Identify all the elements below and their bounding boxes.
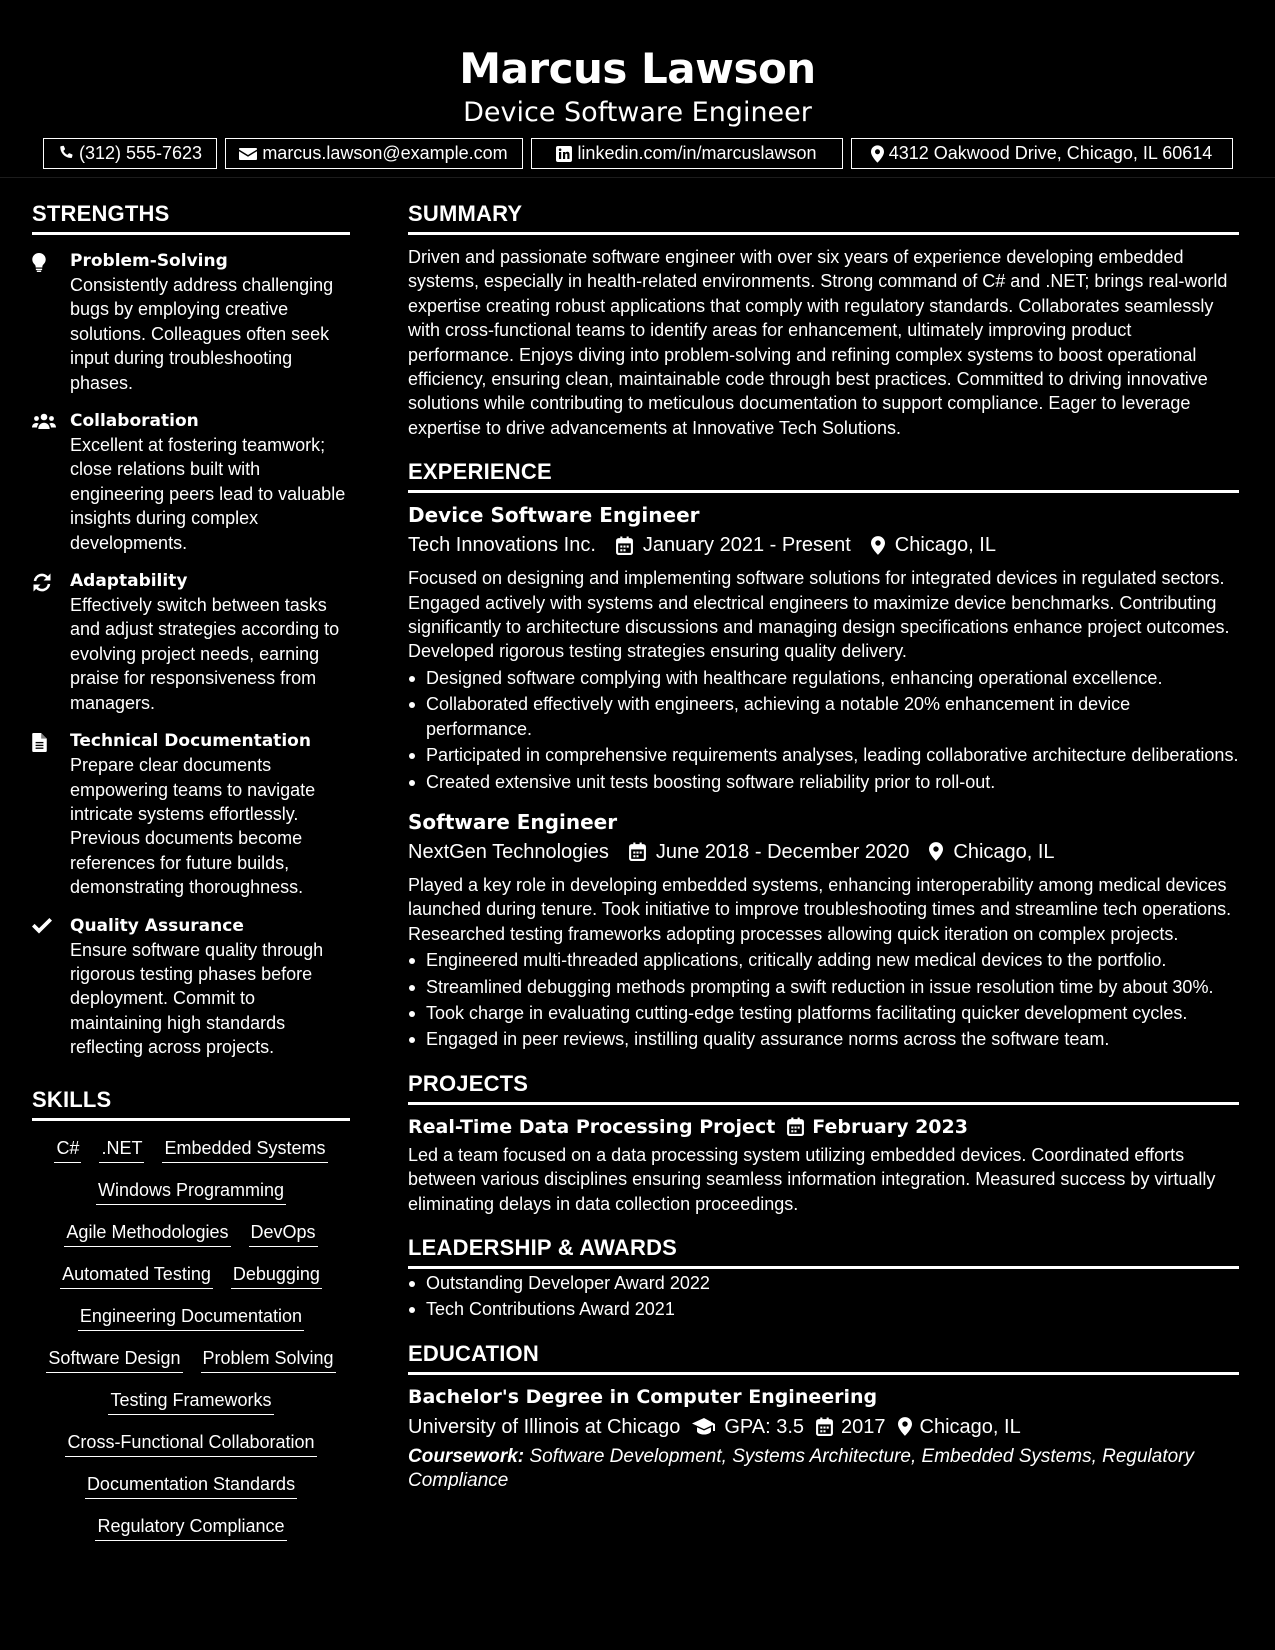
phone-icon bbox=[57, 145, 74, 162]
skill-tag: Testing Frameworks bbox=[108, 1388, 273, 1415]
map-marker-icon bbox=[871, 145, 884, 163]
skills-heading: SKILLS bbox=[32, 1084, 350, 1121]
linkedin-icon bbox=[556, 146, 572, 162]
strength-item bbox=[32, 569, 350, 715]
strengths-heading: STRENGTHS bbox=[32, 198, 350, 235]
education-heading: EDUCATION bbox=[408, 1338, 1239, 1375]
coursework-text: Software Development, Systems Architecture, Embedded Systems, Regulatory Compliance bbox=[408, 1445, 1195, 1491]
envelope-icon bbox=[239, 147, 257, 161]
education-meta bbox=[408, 1413, 1239, 1441]
project-header bbox=[408, 1113, 1239, 1141]
graduation-cap-icon bbox=[692, 1418, 716, 1435]
awards-list bbox=[408, 1271, 1239, 1322]
resume-header bbox=[0, 0, 1275, 178]
strength-desc: Ensure software quality through rigorous testing phases before deployment. Commit to maintaining high standards reflecting across projects. bbox=[70, 939, 324, 1058]
job-bullet: Participated in comprehensive requirements analyses, leading collaborative architecture deliberations. bbox=[408, 743, 1239, 767]
job-title: Software Engineer bbox=[408, 809, 618, 834]
job-bullet: Took charge in evaluating cutting-edge testing platforms facilitating quicker development cycles. bbox=[408, 1001, 1239, 1025]
job-company: Tech Innovations Inc. bbox=[408, 534, 596, 557]
contact-linkedin-text: linkedin.com/in/marcuslawson bbox=[577, 143, 817, 163]
map-marker-icon bbox=[898, 1417, 912, 1436]
contact-phone-text: (312) 555-7623 bbox=[78, 143, 203, 163]
skill-tag: Embedded Systems bbox=[162, 1136, 327, 1163]
contact-phone[interactable] bbox=[43, 138, 217, 169]
contact-bar bbox=[0, 138, 1275, 169]
job-bullet: Streamlined debugging methods prompting a swift reduction in issue resolution time by about 30%. bbox=[408, 975, 1239, 999]
calendar-icon bbox=[616, 536, 633, 555]
strength-name: Collaboration bbox=[70, 411, 199, 432]
contact-address bbox=[851, 138, 1233, 169]
coursework bbox=[408, 1445, 1239, 1493]
candidate-title: Device Software Engineer bbox=[463, 97, 812, 128]
calendar-icon bbox=[629, 842, 646, 861]
strength-name: Technical Documentation bbox=[70, 731, 311, 752]
contact-email-text: marcus.lawson@example.com bbox=[262, 143, 508, 163]
job-location: Chicago, IL bbox=[953, 840, 1055, 863]
left-column bbox=[32, 198, 350, 1541]
job-bullet: Collaborated effectively with engineers, achieving a notable 20% enhancement in device performance. bbox=[408, 692, 1239, 741]
project-date: February 2023 bbox=[812, 1115, 968, 1138]
skill-tag: Documentation Standards bbox=[85, 1472, 297, 1499]
education-school: University of Illinois at Chicago bbox=[408, 1415, 681, 1438]
job-entry bbox=[408, 501, 1239, 794]
skill-tag: Cross-Functional Collaboration bbox=[65, 1430, 316, 1457]
strength-name: Adaptability bbox=[70, 571, 188, 592]
strength-desc: Excellent at fostering teamwork; close relations built with engineering peers lead to valuable insights during complex developments. bbox=[70, 435, 346, 553]
skill-tag: Engineering Documentation bbox=[78, 1304, 304, 1331]
strength-item bbox=[32, 409, 350, 555]
strength-item bbox=[32, 914, 350, 1060]
summary-text: Driven and passionate software engineer with over six years of experience developing embedded systems, especially in health-related environments. Strong command of C# and .NET; brings real-world expertise creating robust applications that comply with regulatory standards. Collaborates seamlessly with cross-functional teams to identify areas for enhancement, ultimately improving product performance. Enjoys diving into problem-solving and refining complex systems to boost operational efficiency, ensuring clean, maintainable code through best practices. Committed to driving innovative solutions while contributing to meticulous documentation to support compliance. Eager to leverage expertise to drive advancements at Innovative Tech Solutions. bbox=[408, 247, 1228, 438]
skill-tag: C# bbox=[54, 1136, 81, 1163]
skill-tag: Regulatory Compliance bbox=[95, 1514, 286, 1541]
skill-tag: Software Design bbox=[46, 1346, 182, 1373]
job-bullet: Engaged in peer reviews, instilling quality assurance norms across the software team. bbox=[408, 1027, 1239, 1051]
map-marker-icon bbox=[929, 842, 943, 861]
contact-linkedin[interactable] bbox=[531, 138, 843, 169]
right-column bbox=[408, 198, 1239, 1493]
strength-desc: Consistently address challenging bugs by employing creative solutions. Colleagues often seek input during troubleshooting phases. bbox=[70, 275, 334, 393]
job-description: Focused on designing and implementing software solutions for integrated devices in regulated sectors. Engaged actively with systems and electrical engineers to maximize device benchmarks. Contributing significantly to architecture discussions and managing design specifications enhance project outcomes. Developed rigorous testing strategies ensuring quality delivery. bbox=[408, 568, 1230, 662]
calendar-icon bbox=[816, 1417, 833, 1436]
sync-icon bbox=[32, 573, 52, 592]
skill-tag: Windows Programming bbox=[96, 1178, 286, 1205]
summary-heading: SUMMARY bbox=[408, 198, 1239, 235]
award-item: Tech Contributions Award 2021 bbox=[408, 1297, 1239, 1321]
job-meta bbox=[408, 531, 1239, 559]
projects-heading: PROJECTS bbox=[408, 1068, 1239, 1105]
skill-tag: Debugging bbox=[231, 1262, 322, 1289]
project-description: Led a team focused on a data processing system utilizing embedded devices. Coordinated efforts between various disciplines ensuring seamless information integration. Measured success by virtually eliminating delays in data collection proceedings. bbox=[408, 1144, 1216, 1214]
education-year: 2017 bbox=[841, 1415, 886, 1438]
job-title: Device Software Engineer bbox=[408, 503, 700, 528]
skill-tag: Problem Solving bbox=[201, 1346, 336, 1373]
users-icon bbox=[32, 413, 56, 430]
skill-tag: Agile Methodologies bbox=[64, 1220, 230, 1247]
job-bullets bbox=[408, 666, 1239, 794]
project-title: Real-Time Data Processing Project bbox=[408, 1115, 776, 1138]
job-bullets bbox=[408, 948, 1239, 1052]
education-location: Chicago, IL bbox=[919, 1415, 1021, 1438]
calendar-icon bbox=[787, 1117, 804, 1136]
strength-item bbox=[32, 249, 350, 395]
map-marker-icon bbox=[871, 536, 885, 555]
leadership-heading: LEADERSHIP & AWARDS bbox=[408, 1232, 1239, 1269]
skills-list bbox=[32, 1136, 350, 1541]
skill-tag: Automated Testing bbox=[60, 1262, 213, 1289]
check-icon bbox=[32, 918, 52, 934]
education-gpa: GPA: 3.5 bbox=[724, 1415, 805, 1438]
strength-item bbox=[32, 729, 350, 899]
skill-tag: DevOps bbox=[249, 1220, 318, 1247]
job-dates: June 2018 - December 2020 bbox=[655, 840, 910, 863]
job-entry bbox=[408, 808, 1239, 1052]
document-icon bbox=[32, 733, 47, 752]
job-location: Chicago, IL bbox=[894, 534, 996, 557]
job-bullet: Created extensive unit tests boosting software reliability prior to roll-out. bbox=[408, 770, 1239, 794]
award-item: Outstanding Developer Award 2022 bbox=[408, 1271, 1239, 1295]
job-meta bbox=[408, 838, 1239, 866]
job-bullet: Designed software complying with healthcare regulations, enhancing operational excellence. bbox=[408, 666, 1239, 690]
strength-name: Quality Assurance bbox=[70, 915, 244, 936]
strength-name: Problem-Solving bbox=[70, 251, 228, 271]
education-degree: Bachelor's Degree in Computer Engineering bbox=[408, 1385, 878, 1408]
experience-heading: EXPERIENCE bbox=[408, 456, 1239, 493]
job-dates: January 2021 - Present bbox=[642, 534, 851, 557]
contact-address-text: 4312 Oakwood Drive, Chicago, IL 60614 bbox=[888, 143, 1213, 163]
coursework-label: Coursework: bbox=[408, 1445, 525, 1467]
job-company: NextGen Technologies bbox=[408, 840, 609, 863]
contact-email[interactable] bbox=[225, 138, 523, 169]
skill-tag: .NET bbox=[99, 1136, 144, 1163]
strength-desc: Effectively switch between tasks and adjust strategies according to evolving project needs, earning praise for responsiveness from managers. bbox=[70, 595, 340, 713]
strength-desc: Prepare clear documents empowering teams to navigate intricate systems effortlessly. Previous documents become references for future builds, demonstrating thoroughness. bbox=[70, 755, 316, 898]
job-description: Played a key role in developing embedded systems, enhancing interoperability among medical devices launched during tenure. Took initiative to improve troubleshooting times and streamline tech operations. Researched testing frameworks adopting processes allowing quick iteration on complex projects. bbox=[408, 874, 1232, 944]
job-bullet: Engineered multi-threaded applications, critically adding new medical devices to the portfolio. bbox=[408, 948, 1239, 972]
candidate-name: Marcus Lawson bbox=[459, 44, 816, 93]
lightbulb-icon bbox=[32, 253, 46, 272]
